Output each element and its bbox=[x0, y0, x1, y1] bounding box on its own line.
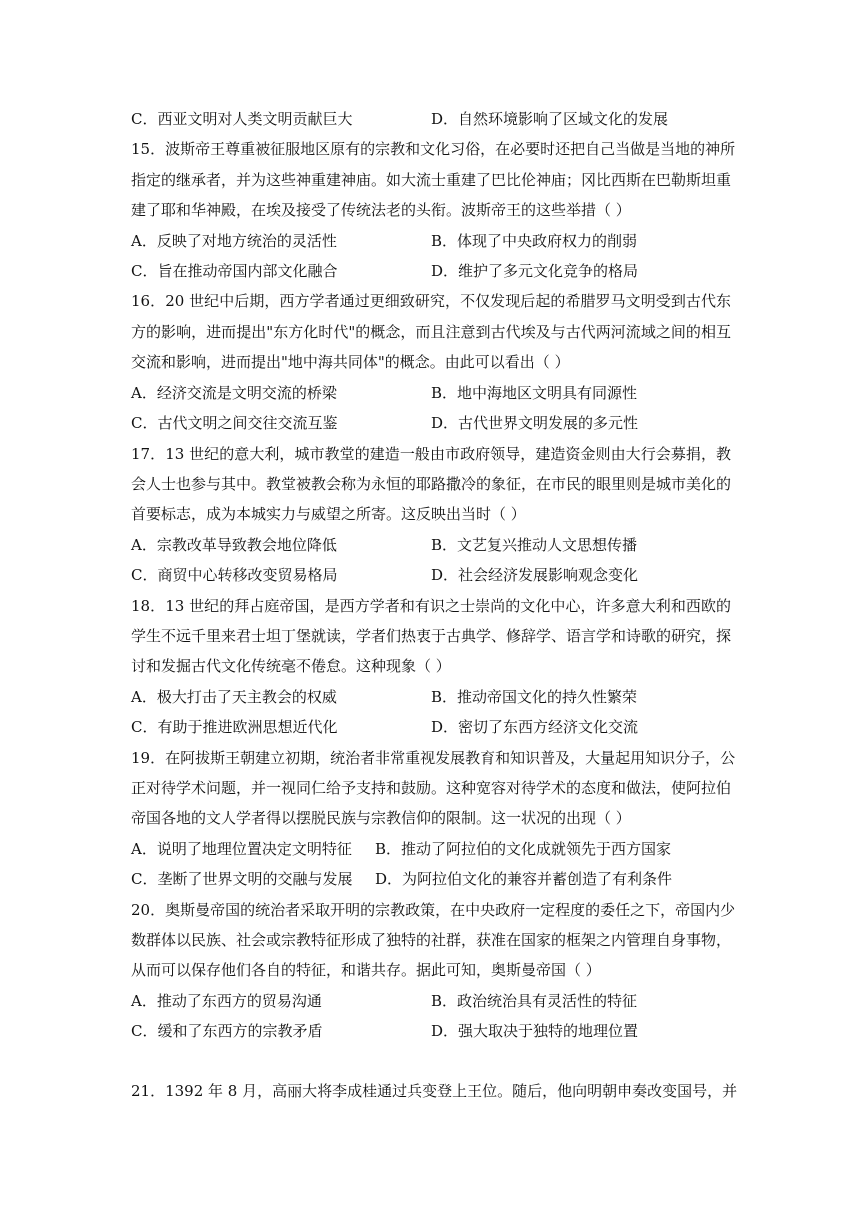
question-stem-line: 16．20 世纪中后期，西方学者通过更细致研究，不仅发现后起的希腊罗马文明受到古代东 bbox=[131, 292, 731, 310]
question-stem-line: 19．在阿拔斯王朝建立初期，统治者非常重视发展教育和知识普及，大量起用知识分子，公 bbox=[131, 749, 736, 767]
option-c: C．旨在推动帝国内部文化融合 bbox=[131, 262, 338, 280]
option-d: D．自然环境影响了区域文化的发展 bbox=[431, 110, 669, 128]
question-stem-line: 首要标志，成为本城实力与威望之所寄。这反映出当时（ ） bbox=[131, 505, 526, 523]
option-c: C．有助于推进欧洲思想近代化 bbox=[131, 718, 338, 736]
option-c: C．西亚文明对人类文明贡献巨大 bbox=[131, 110, 353, 128]
option-c: C．商贸中心转移改变贸易格局 bbox=[131, 566, 338, 584]
question-stem-line: 交流和影响，进而提出"地中海共同体"的概念。由此可以看出（ ） bbox=[131, 353, 570, 371]
option-b: B．政治统治具有灵活性的特征 bbox=[431, 992, 638, 1010]
option-a: A．推动了东西方的贸易沟通 bbox=[131, 992, 322, 1010]
option-c: C．垄断了世界文明的交融与发展 bbox=[131, 870, 353, 888]
option-a: A．说明了地理位置决定文明特征 bbox=[131, 840, 352, 858]
question-stem-line: 方的影响，进而提出"东方化时代"的概念，而且注意到古代埃及与古代两河流域之间的相互 bbox=[131, 323, 731, 341]
option-d: D．密切了东西方经济文化交流 bbox=[431, 718, 639, 736]
question-stem-line: 从而可以保存他们各自的特征，和谐共存。据此可知，奥斯曼帝国（ ） bbox=[131, 961, 601, 979]
question-stem-line: 18．13 世纪的拜占庭帝国，是西方学者和有识之士崇尚的文化中心，许多意大利和西欧的 bbox=[131, 597, 731, 615]
question-stem-line: 21．1392 年 8 月，高丽大将李成桂通过兵变登上王位。随后，他向明朝申奏改变国号，并 bbox=[131, 1082, 738, 1100]
question-stem-line: 17．13 世纪的意大利，城市教堂的建造一般由市政府领导，建造资金则由大行会募捐，教 bbox=[131, 445, 731, 463]
option-b: B．体现了中央政府权力的削弱 bbox=[431, 232, 638, 250]
option-c: C．缓和了东西方的宗教矛盾 bbox=[131, 1022, 323, 1040]
question-stem-line: 讨和发掘古代文化传统毫不倦怠。这种现象（ ） bbox=[131, 657, 451, 675]
option-d: D．为阿拉伯文化的兼容并蓄创造了有利条件 bbox=[375, 870, 673, 888]
question-stem-line: 建了耶和华神殿，在埃及接受了传统法老的头衔。波斯帝王的这些举措（ ） bbox=[131, 201, 631, 219]
question-stem-line: 15．波斯帝王尊重被征服地区原有的宗教和文化习俗，在必要时还把自己当做是当地的神所 bbox=[131, 140, 736, 158]
option-d: D．维护了多元文化竞争的格局 bbox=[431, 262, 639, 280]
option-a: A．经济交流是文明交流的桥梁 bbox=[131, 384, 337, 402]
option-b: B．推动了阿拉伯的文化成就领先于西方国家 bbox=[375, 840, 672, 858]
option-d: D．古代世界文明发展的多元性 bbox=[431, 414, 639, 432]
option-a: A．宗教改革导致教会地位降低 bbox=[131, 536, 337, 554]
option-b: B．推动帝国文化的持久性繁荣 bbox=[431, 688, 638, 706]
question-stem-line: 正对待学术问题，并一视同仁给予支持和鼓励。这种宽容对待学术的态度和做法，使阿拉伯 bbox=[131, 779, 732, 797]
option-b: B．文艺复兴推动人文思想传播 bbox=[431, 536, 638, 554]
question-stem-line: 学生不远千里来君士坦丁堡就读，学者们热衷于古典学、修辞学、语言学和诗歌的研究，探 bbox=[131, 627, 732, 645]
option-a: A．反映了对地方统治的灵活性 bbox=[131, 232, 337, 250]
option-b: B．地中海地区文明具有同源性 bbox=[431, 384, 638, 402]
question-stem-line: 数群体以民族、社会或宗教特征形成了独特的社群，获准在国家的框架之内管理自身事物， bbox=[131, 931, 732, 949]
question-stem-line: 会人士也参与其中。教堂被教会称为永恒的耶路撒冷的象征，在市民的眼里则是城市美化的 bbox=[131, 475, 732, 493]
option-d: D．强大取决于独特的地理位置 bbox=[431, 1022, 639, 1040]
question-stem-line: 20．奥斯曼帝国的统治者采取开明的宗教政策，在中央政府一定程度的委任之下，帝国内少 bbox=[131, 901, 736, 919]
question-stem-line: 帝国各地的文人学者得以摆脱民族与宗教信仰的限制。这一状况的出现（ ） bbox=[131, 809, 631, 827]
option-c: C．古代文明之间交往交流互鉴 bbox=[131, 414, 338, 432]
option-a: A．极大打击了天主教会的权威 bbox=[131, 688, 337, 706]
question-stem-line: 指定的继承者，并为这些神重建神庙。如大流士重建了巴比伦神庙；冈比西斯在巴勒斯坦重 bbox=[131, 171, 732, 189]
option-d: D．社会经济发展影响观念变化 bbox=[431, 566, 639, 584]
